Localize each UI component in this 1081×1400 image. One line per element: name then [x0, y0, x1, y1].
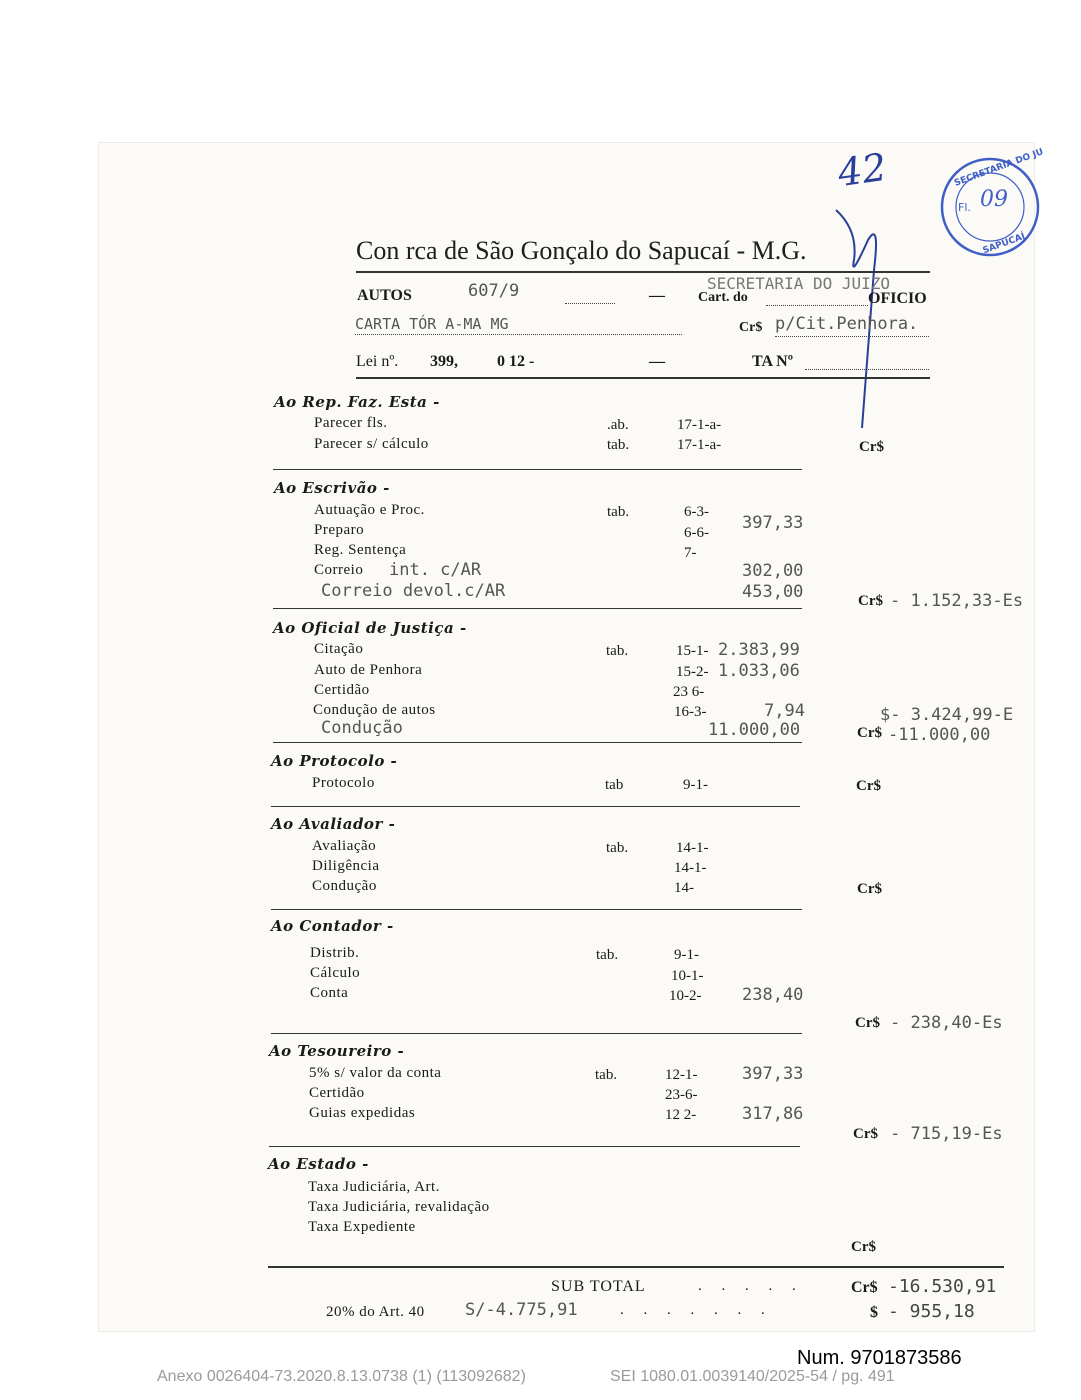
lei-date: 0 12 - — [497, 353, 535, 370]
section-title-rep-faz: Ao Rep. Faz. Esta - — [274, 393, 440, 411]
row-label: Guias expedidas — [309, 1105, 416, 1121]
section-total-label: Cr$ — [858, 593, 883, 609]
row-ref: 14-1- — [674, 860, 707, 876]
totals-rule — [268, 1266, 1004, 1268]
subtotal-value: -16.530,91 — [888, 1276, 997, 1297]
row-value: 397,33 — [742, 513, 804, 533]
section-rule — [273, 608, 802, 609]
autos-value: 607/9 — [468, 281, 520, 301]
art40-value: - 955,18 — [888, 1301, 975, 1322]
row-typed: Condução — [321, 718, 403, 738]
section-extra-total: $- 3.424,99-E — [880, 705, 1014, 725]
section-rule — [273, 469, 802, 470]
row-label: Autuação e Proc. — [314, 502, 425, 518]
section-total-label: Cr$ — [857, 725, 882, 741]
section-rule — [271, 909, 802, 910]
section-total-label: Cr$ — [851, 1239, 876, 1255]
row-label: Conta — [310, 985, 349, 1001]
row-label: Citação — [314, 641, 364, 657]
row-value: 317,86 — [742, 1104, 804, 1124]
section-rule — [269, 1146, 800, 1147]
row-ref: 15-2- — [676, 664, 709, 680]
section-title-estado: Ao Estado - — [268, 1155, 369, 1173]
cart-label: Cart. do — [698, 290, 748, 305]
row-typed: Correio devol.c/AR — [321, 581, 506, 601]
row-ref: 15-1- — [676, 643, 709, 659]
row-ref: 12 2- — [665, 1107, 697, 1123]
row-label: Parecer s/ cálculo — [314, 436, 429, 452]
row-label: Condução — [312, 878, 377, 894]
sei-reference: SEI 1080.01.0039140/2025-54 / pg. 491 — [610, 1368, 895, 1385]
row-ref: 16-3- — [674, 704, 707, 720]
row-label: Taxa Expediente — [308, 1219, 416, 1235]
row-label: Certidão — [314, 682, 370, 698]
header-bottom-rule — [356, 377, 930, 379]
anexo-reference: Anexo 0026404-73.2020.8.13.0738 (1) (113092682) — [157, 1368, 526, 1385]
art40-cr-label: $ — [870, 1304, 878, 1321]
section-rule — [273, 742, 802, 743]
row-value: 1.033,06 — [718, 661, 800, 681]
section-total-label: Cr$ — [855, 1015, 880, 1031]
autos-label: AUTOS — [357, 287, 412, 304]
row-ref: 14- — [674, 880, 694, 896]
stamp-bottom-text: SAPUCAÍ — [981, 231, 1027, 257]
document-number: Num. 9701873586 — [797, 1347, 962, 1369]
section-rule — [271, 806, 800, 807]
carta-dots — [355, 334, 682, 335]
carta-text: CARTA TÓR A-MA MG — [355, 315, 509, 333]
row-label: Avaliação — [312, 838, 377, 854]
handwritten-page-number: 42 — [835, 144, 890, 196]
row-tab: tab. — [606, 643, 629, 659]
row-value: 238,40 — [742, 985, 804, 1005]
subtotal-cr-label: Cr$ — [851, 1279, 878, 1296]
row-ref: 23-6- — [665, 1087, 698, 1103]
section-total-label: Cr$ — [856, 778, 881, 794]
row-label: Auto de Penhora — [314, 662, 423, 678]
subtotal-label: SUB TOTAL — [551, 1278, 646, 1295]
section-title-oficial-justica: Ao Oficial de Justiça - — [273, 619, 467, 637]
lei-dash: — — [649, 353, 665, 370]
ta-label: TA Nº — [752, 353, 793, 370]
section-title-tesoureiro: Ao Tesoureiro - — [269, 1042, 405, 1060]
row-ref: 7- — [684, 545, 697, 561]
art40-dots: . . . . . . . — [620, 1302, 773, 1318]
crs-dots — [775, 336, 929, 337]
section-rule — [271, 1033, 802, 1034]
row-value: 397,33 — [742, 1064, 804, 1084]
row-ref: 23 6- — [673, 684, 705, 700]
row-ref: 10-1- — [671, 968, 704, 984]
row-value: 2.383,99 — [718, 640, 800, 660]
row-value: 302,00 — [742, 561, 804, 581]
row-value: 7,94 — [764, 701, 805, 721]
section-total-value: - 715,19-Es — [890, 1124, 1003, 1144]
secretaria-stamp — [938, 147, 1045, 259]
row-tab: tab. — [595, 1067, 618, 1083]
row-label: Diligência — [312, 858, 380, 874]
row-value: 11.000,00 — [708, 720, 801, 740]
row-label: Protocolo — [312, 775, 375, 791]
ta-dots — [805, 369, 929, 370]
cart-dots — [766, 305, 868, 306]
stamp-fl-label: Fl. — [958, 201, 971, 214]
stamp-top-text: SECRETARIA DO JU — [953, 147, 1045, 189]
row-tab: tab. — [596, 947, 619, 963]
art40-label: 20% do Art. 40 — [326, 1304, 425, 1320]
section-title-avaliador: Ao Avaliador - — [271, 815, 396, 833]
row-tab: tab. — [606, 840, 629, 856]
row-ref: 10-2- — [669, 988, 702, 1004]
row-label: Taxa Judiciária, Art. — [308, 1179, 440, 1195]
section-total-value: - 238,40-Es — [890, 1013, 1003, 1033]
row-tab: tab. — [607, 504, 630, 520]
row-tab: tab — [605, 777, 624, 793]
row-tab: .ab. — [607, 417, 629, 433]
subtotal-dots: . . . . . — [698, 1278, 804, 1294]
section-total-label: Cr$ — [853, 1126, 878, 1142]
row-ref: 6-6- — [684, 525, 709, 541]
section-title-escrivao: Ao Escrivão - — [274, 479, 390, 497]
row-label: Certidão — [309, 1085, 365, 1101]
row-ref: 17-1-a- — [677, 417, 722, 433]
section-total-value: - 1.152,33-Es — [890, 591, 1024, 611]
row-ref: 6-3- — [684, 504, 709, 520]
row-label: Parecer fls. — [314, 415, 388, 431]
comarca-title: Con rca de São Gonçalo do Sapucaí - M.G. — [356, 236, 807, 265]
crs-header-label: Cr$ — [739, 320, 763, 335]
row-label: Distrib. — [310, 945, 360, 961]
row-value: 453,00 — [742, 582, 804, 602]
section-title-protocolo: Ao Protocolo - — [271, 752, 398, 770]
oficio-label: OFICIO — [868, 290, 927, 307]
section-total-label: Cr$ — [859, 439, 884, 455]
section-total-label: Cr$ — [857, 881, 882, 897]
stamp-number: 09 — [980, 187, 1008, 212]
autos-dash: — — [649, 287, 665, 304]
row-ref: 9-1- — [683, 777, 708, 793]
row-tab: tab. — [607, 437, 630, 453]
row-label: Preparo — [314, 522, 365, 538]
secretaria-stamp-text: SECRETARIA DO JUIZO — [707, 274, 891, 293]
section-title-contador: Ao Contador - — [271, 917, 394, 935]
row-ref: 17-1-a- — [677, 437, 722, 453]
row-label: Taxa Judiciária, revalidação — [308, 1199, 490, 1215]
lei-label: Lei nº. — [356, 353, 399, 370]
row-ref: 9-1- — [674, 947, 699, 963]
art40-typed: S/-4.775,91 — [465, 1300, 578, 1320]
row-label: Reg. Sentença — [314, 542, 407, 558]
row-typed: int. c/AR — [389, 560, 482, 580]
row-label: 5% s/ valor da conta — [309, 1065, 442, 1081]
row-ref: 12-1- — [665, 1067, 698, 1083]
row-label: Correio — [314, 562, 364, 578]
section-total-value: -11.000,00 — [888, 725, 991, 745]
row-ref: 14-1- — [676, 840, 709, 856]
row-label: Cálculo — [310, 965, 361, 981]
crs-header-typed: p/Cit.Penhora. — [775, 314, 919, 334]
row-label: Condução de autos — [313, 702, 436, 718]
autos-dots — [565, 303, 615, 304]
title-rule — [356, 271, 930, 273]
lei-value: 399, — [430, 353, 458, 370]
